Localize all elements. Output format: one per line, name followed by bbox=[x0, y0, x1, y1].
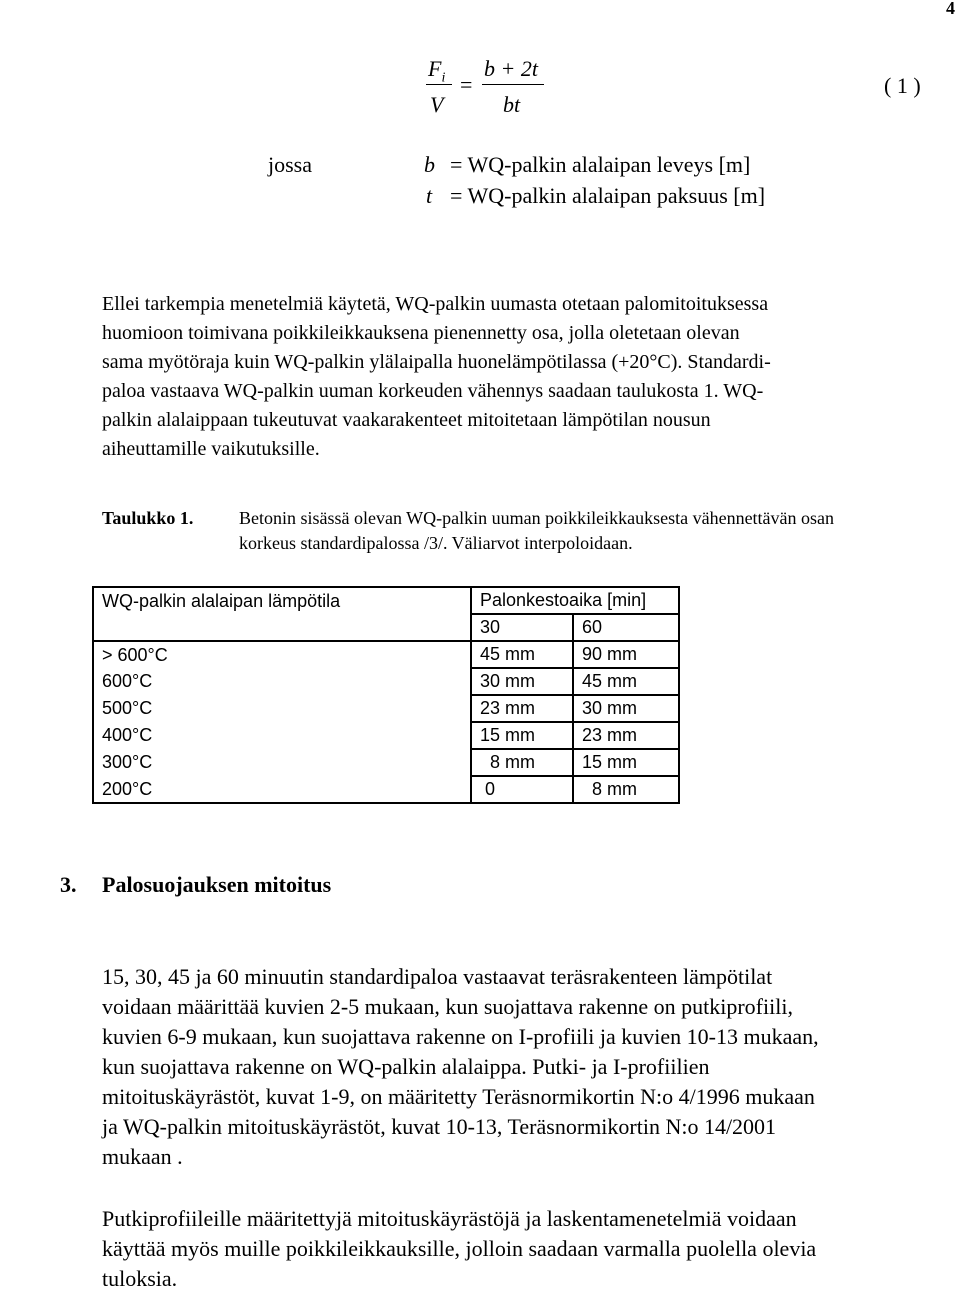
table-row bbox=[93, 668, 679, 695]
table-header-row bbox=[93, 587, 679, 614]
table-cell: > 600°C bbox=[93, 641, 471, 668]
table-row bbox=[93, 776, 679, 803]
formula-rhs-denominator: bt bbox=[503, 92, 521, 117]
formula-rhs-numerator: b + 2t bbox=[484, 56, 538, 81]
paragraph-line: mitoituskäyrästöt, kuvat 1-9, on määritetty Teräsnormikortin N:o 4/1996 mukaan bbox=[102, 1084, 815, 1109]
paragraph-line: voidaan määrittää kuvien 2-5 mukaan, kun suojattava rakenne on putkiprofiili, bbox=[102, 994, 793, 1019]
table-cell: 23 mm bbox=[471, 695, 573, 722]
paragraph-line: Putkiprofiileille määritettyjä mitoituskäyrästöjä ja laskentamenetelmiä voidaan bbox=[102, 1206, 797, 1231]
section-number: 3. bbox=[60, 872, 77, 897]
table-cell: 90 mm bbox=[573, 641, 679, 668]
table-row bbox=[93, 641, 679, 668]
paragraph-line: aiheuttamille vaikutuksille. bbox=[102, 438, 320, 460]
table-cell: 45 mm bbox=[573, 668, 679, 695]
subheader-30: 30 bbox=[471, 614, 573, 641]
section-title: Palosuojauksen mitoitus bbox=[102, 872, 332, 897]
table-cell: 23 mm bbox=[573, 722, 679, 749]
paragraph-line: Ellei tarkempia menetelmiä käytetä, WQ-palkin uumasta otetaan palomitoituksessa bbox=[102, 293, 769, 315]
formula-equals: = bbox=[460, 72, 473, 97]
paragraph-1 bbox=[102, 290, 892, 464]
table-cell: 200°C bbox=[93, 776, 471, 803]
paragraph-line: kuvien 6-9 mukaan, kun suojattava rakenne on I-profiili ja kuvien 10-13 mukaan, bbox=[102, 1024, 819, 1049]
table-cell: 500°C bbox=[93, 695, 471, 722]
paragraph-line: palkin alalaippaan tukeutuvat vaakarakenteet mitoitetaan lämpötilan nousun bbox=[102, 409, 711, 431]
definition-text: = WQ-palkin alalaipan leveys [m] bbox=[450, 152, 751, 177]
group-header: Palonkestoaika [min] bbox=[471, 587, 679, 614]
table-cell: 15 mm bbox=[471, 722, 573, 749]
table-cell: 0 bbox=[471, 776, 573, 803]
table-row bbox=[93, 695, 679, 722]
definition-text: = WQ-palkin alalaipan paksuus [m] bbox=[450, 183, 766, 208]
definition-symbol: b bbox=[424, 152, 435, 177]
table-subheader-row bbox=[93, 614, 679, 641]
table-cell: 15 mm bbox=[573, 749, 679, 776]
paragraph-line: huomioon toimivana poikkileikkauksena pienennetty osa, jolla oletetaan olevan bbox=[102, 322, 740, 344]
paragraph-line: paloa vastaava WQ-palkin uuman korkeuden vähennys saadaan taulukosta 1. WQ- bbox=[102, 380, 764, 402]
table-cell bbox=[93, 614, 471, 641]
column-header: WQ-palkin alalaipan lämpötila bbox=[93, 587, 471, 614]
table-row bbox=[93, 749, 679, 776]
table-caption-line: Betonin sisässä olevan WQ-palkin uuman poikkileikkauksesta vähennettävän osan bbox=[239, 508, 835, 528]
table-cell: 400°C bbox=[93, 722, 471, 749]
paragraph-line: sama myötöraja kuin WQ-palkin ylälaipalla huonelämpötilassa (+20°C). Standardi- bbox=[102, 351, 771, 373]
table-cell: 45 mm bbox=[471, 641, 573, 668]
paragraph-line: 15, 30, 45 ja 60 minuutin standardipaloa vastaavat teräsrakenteen lämpötilat bbox=[102, 964, 773, 989]
formula-lhs-denominator: V bbox=[430, 92, 444, 117]
paragraph-2 bbox=[102, 962, 947, 1172]
paragraph-line: ja WQ-palkin mitoituskäyrästöt, kuvat 10-13, Teräsnormikortin N:o 14/2001 bbox=[102, 1114, 777, 1139]
table-cell: 30 mm bbox=[471, 668, 573, 695]
paragraph-3 bbox=[102, 1204, 947, 1294]
table-cell: 300°C bbox=[93, 749, 471, 776]
table-cell: 8 mm bbox=[573, 776, 679, 803]
table-caption-label: Taulukko 1. bbox=[102, 508, 194, 528]
table-caption-line: korkeus standardipalossa /3/. Väliarvot interpoloidaan. bbox=[239, 533, 633, 553]
paragraph-line: tuloksia. bbox=[102, 1266, 178, 1291]
table-row bbox=[93, 722, 679, 749]
formula-lhs-fraction-bar bbox=[426, 84, 452, 85]
formula-rhs-fraction-bar bbox=[482, 84, 544, 85]
paragraph-line: käyttää myös muille poikkileikkauksille, jolloin saadaan varmalla puolella olevia bbox=[102, 1236, 817, 1261]
paragraph-line: kun suojattava rakenne on WQ-palkin alalaippa. Putki- ja I-profiilien bbox=[102, 1054, 710, 1079]
definition-symbol: t bbox=[426, 183, 433, 208]
formula-number: ( 1 ) bbox=[884, 73, 921, 98]
definitions-label: jossa bbox=[268, 152, 312, 177]
paragraph-line: mukaan . bbox=[102, 1144, 183, 1169]
subheader-60: 60 bbox=[573, 614, 679, 641]
formula-lhs-numerator: $F_i$ bbox=[428, 56, 446, 86]
page-number: 4 bbox=[946, 0, 955, 18]
temperature-table bbox=[92, 586, 680, 804]
table-cell: 30 mm bbox=[573, 695, 679, 722]
table-cell: 8 mm bbox=[471, 749, 573, 776]
table-cell: 600°C bbox=[93, 668, 471, 695]
